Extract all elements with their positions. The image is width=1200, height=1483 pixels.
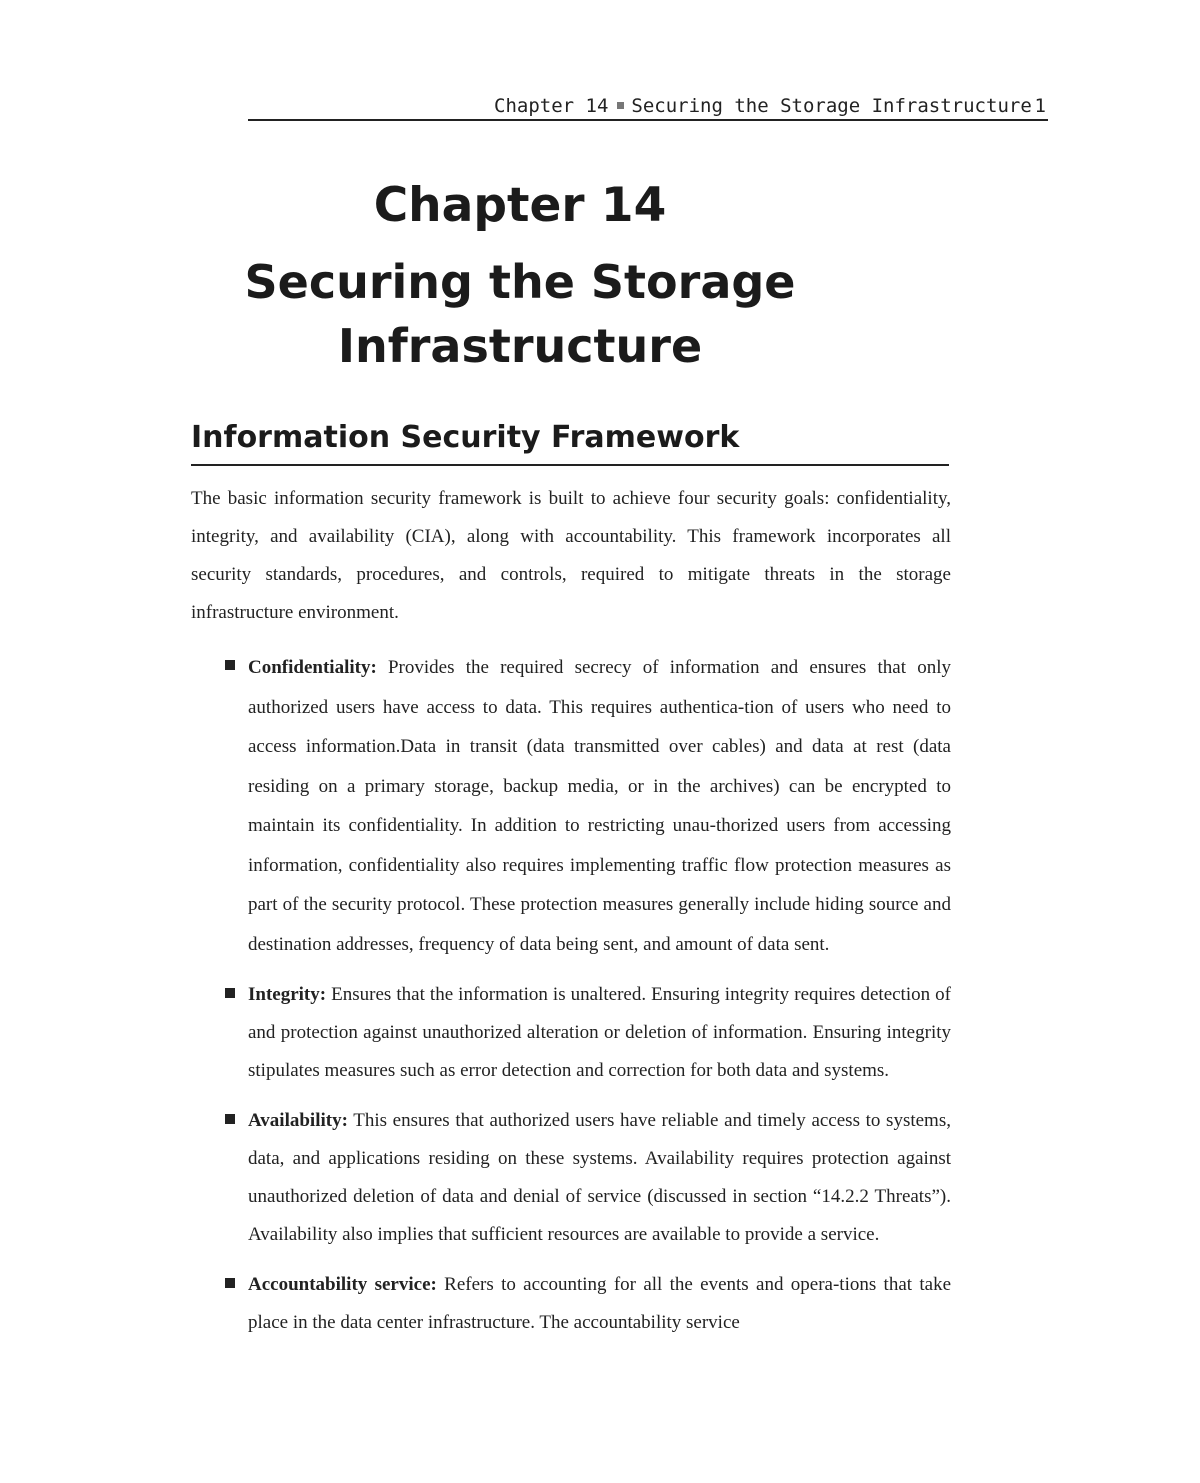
list-item (222, 648, 951, 964)
list-item (222, 1102, 951, 1254)
list-item-term: Integrity: (248, 984, 327, 1005)
list-item-text: Refers to accounting for all the events and opera-tions that take place in the data center infrastructure. The accountability service (248, 1274, 952, 1333)
chapter-label: Chapter 14 (373, 178, 667, 233)
section-heading: Information Security Framework (191, 418, 949, 466)
bullet-square-icon (225, 1114, 235, 1124)
bullet-square-icon (225, 1278, 235, 1288)
list-item (222, 1266, 951, 1342)
list-item-term: Availability: (248, 1110, 348, 1131)
list-item-term: Confidentiality: (248, 657, 377, 678)
list-item-text: Ensures that the information is unaltered. Ensuring integrity requires detection of and protection against unauthorized alteration or deletion of information. Ensuring integrity stipulates measures such as error detection and correction for both data and systems. (248, 984, 952, 1081)
chapter-title: Securing the Storage Infrastructure (244, 255, 796, 373)
intro-paragraph: The basic information security framework is built to achieve four security goals: confidentiality, integrity, and availability (CIA), along with accountability. This framework incorporates all security standards, procedures, and controls, required to mitigate threats in the storage infrastructure environment. (191, 488, 951, 623)
bullet-square-icon (225, 988, 235, 998)
list-item-text: Provides the required secrecy of information and ensures that only authorized users have access to data. This requires authentica-tion of users who need to access information.Data in transit (data transmitted over cables) and data at rest (data residing on a primary storage, backup media, or in the archives) can be encrypted to maintain its confidentiality. In addition to restricting unau-thorized users from accessing information, confidentiality also requires implementing traffic flow protection measures as part of the security protocol. These protection measures generally include hiding source and destination addresses, frequency of data being sent, and amount of data sent. (248, 657, 951, 955)
page-number: 1 (1034, 95, 1046, 117)
list-item-term: Accountability service: (248, 1274, 437, 1295)
list-item-text: This ensures that authorized users have reliable and timely access to systems, data, and applications residing on these systems. Availability requires protection against unauthorized deletion of data and denial of service (discussed in section “14.2.2 Threats”). Availability also implies that sufficient resources are available to provide a service. (248, 1110, 951, 1245)
bullet-square-icon (225, 660, 235, 670)
separator-square-icon (617, 102, 624, 109)
running-header (248, 95, 1048, 121)
running-header-chapter: Chapter 14 (494, 95, 609, 117)
goals-list (222, 648, 951, 1354)
list-item (222, 976, 951, 1090)
running-header-title: Securing the Storage Infrastructure (631, 95, 1032, 117)
